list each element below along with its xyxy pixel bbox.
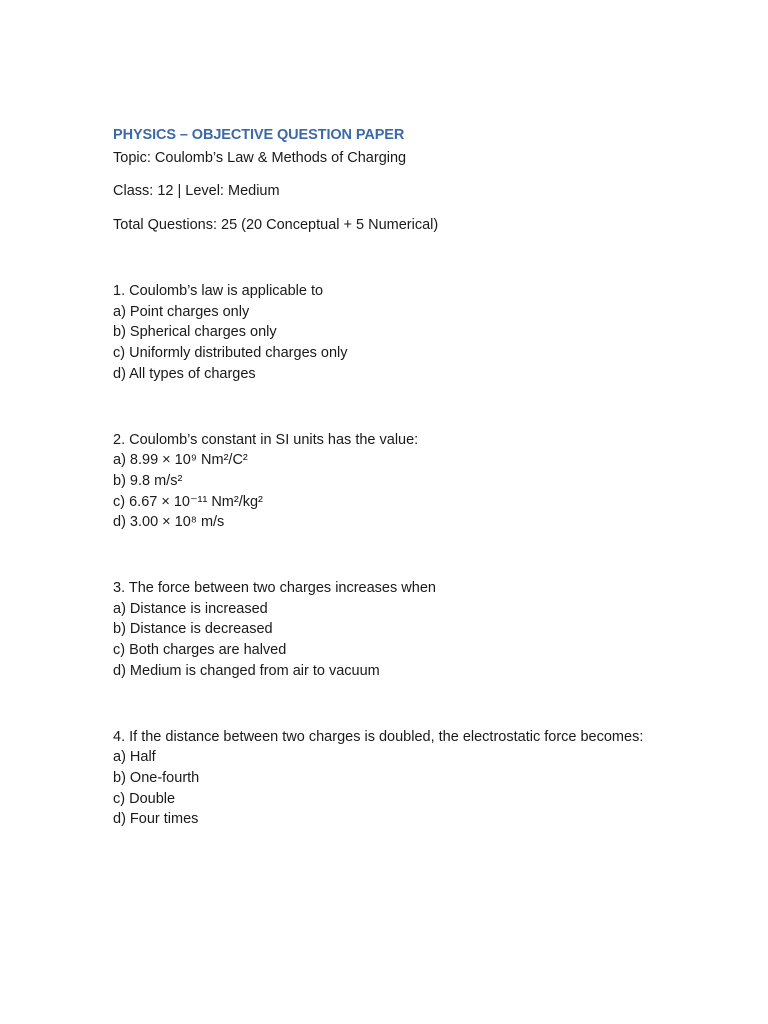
answer-option-d: d) Four times bbox=[113, 811, 199, 828]
answer-option-a: a) 8.99 × 10⁹ Nm²/C² bbox=[113, 452, 248, 469]
answer-option-c: c) Double bbox=[113, 790, 176, 807]
answer-option-a: a) Half bbox=[113, 749, 156, 766]
document-page bbox=[113, 125, 653, 830]
class-level-line: Class: 12 | Level: Medium bbox=[113, 183, 280, 199]
answer-option-d: d) Medium is changed from air to vacuum bbox=[113, 662, 380, 679]
question-2 bbox=[113, 430, 653, 534]
question-4 bbox=[113, 727, 653, 831]
answer-option-b: b) One-fourth bbox=[113, 769, 200, 786]
answer-option-c: c) Both charges are halved bbox=[113, 642, 287, 659]
answer-option-b: b) 9.8 m/s² bbox=[113, 472, 183, 489]
question-stem: 2. Coulomb’s constant in SI units has the value: bbox=[113, 431, 419, 448]
question-stem: 4. If the distance between two charges is doubled, the electrostatic force becomes: bbox=[113, 728, 644, 745]
answer-option-c: c) 6.67 × 10⁻¹¹ Nm²/kg² bbox=[113, 493, 263, 510]
question-stem: 1. Coulomb’s law is applicable to bbox=[113, 283, 324, 299]
answer-option-b: b) Distance is decreased bbox=[113, 621, 273, 638]
total-questions-line: Total Questions: 25 (20 Conceptual + 5 Numerical) bbox=[113, 217, 439, 233]
answer-option-d: d) All types of charges bbox=[113, 365, 256, 382]
answer-option-d: d) 3.00 × 10⁸ m/s bbox=[113, 514, 225, 531]
answer-option-c: c) Uniformly distributed charges only bbox=[113, 345, 348, 362]
answer-option-b: b) Spherical charges only bbox=[113, 324, 277, 341]
answer-option-a: a) Distance is increased bbox=[113, 600, 268, 617]
question-1 bbox=[113, 281, 653, 385]
question-list bbox=[113, 281, 653, 830]
question-3 bbox=[113, 578, 653, 682]
document-title: PHYSICS – OBJECTIVE QUESTION PAPER bbox=[113, 127, 405, 143]
answer-option-a: a) Point charges only bbox=[113, 303, 250, 320]
topic-line: Topic: Coulomb’s Law & Methods of Charging bbox=[113, 150, 407, 166]
question-stem: 3. The force between two charges increases when bbox=[113, 580, 436, 597]
